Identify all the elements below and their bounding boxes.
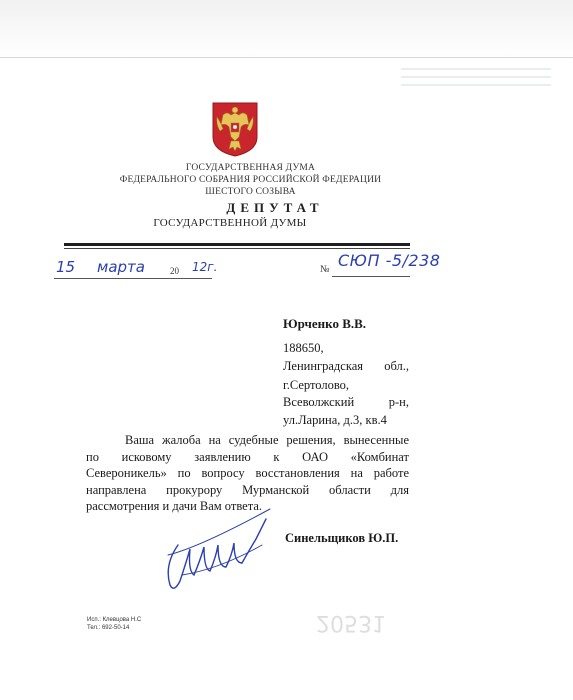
date-day: 15 [56,258,76,276]
number-sign: № [320,264,330,275]
letterhead-subtitle: ГОСУДАРСТВЕННОЙ ДУМЫ [153,217,307,229]
date-year-printed: 20 [170,266,179,276]
address-region: Ленинградская обл., [283,359,409,373]
header-rule-thin [64,248,410,249]
scan-edge-line [0,57,573,58]
letterhead-line-3: ШЕСТОГО СОЗЫВА [205,187,296,197]
letterhead-line-2: ФЕДЕРАЛЬНОГО СОБРАНИЯ РОССИЙСКОЙ ФЕДЕРАЦИИ [119,175,382,185]
body-line-3: Североникель» по вопросу восстановления на работе [86,466,409,480]
scan-shadow [0,0,573,58]
address-street: ул.Ларина, д.3, кв.4 [283,413,387,427]
footer-phone: Тел.: 692-50-14 [87,625,130,631]
letterhead-title: ДЕПУТАТ [226,200,324,215]
body-line-5: рассмотрения и дачи Вам ответа. [86,499,263,513]
signer-name: Синельщиков Ю.П. [285,531,399,545]
footer-executor: Исп.: Клевцова Н.С [87,617,142,623]
address-postcode: 188650, [283,341,324,355]
outgoing-number: СЮП -5/238 [338,251,441,270]
letter-body [86,432,409,515]
addressee-name: Юрченко В.В. [283,316,367,331]
body-line-2: по исковому заявлению к ОАО «Комбинат [86,449,409,464]
body-line-4: направлена прокурору Мурманской области для [86,482,409,497]
header-rule [64,243,410,246]
number-underline [332,276,410,277]
body-line-1: Ваша жалоба на судебные решения, вынесенные [125,433,409,447]
reverse-stamp-bleed: 20531 [316,610,386,635]
bleed-through-marks [401,62,551,98]
russian-coat-of-arms-icon [211,101,259,157]
address-city: г.Сертолово, [283,378,350,392]
date-year-handwritten: 12г. [192,260,218,274]
handwritten-signature [160,505,290,605]
address-district: Всеволжский р-н, [283,395,409,409]
date-month: марта [97,258,145,276]
letterhead-line-1: ГОСУДАРСТВЕННАЯ ДУМА [185,163,316,173]
date-underline [54,278,212,279]
